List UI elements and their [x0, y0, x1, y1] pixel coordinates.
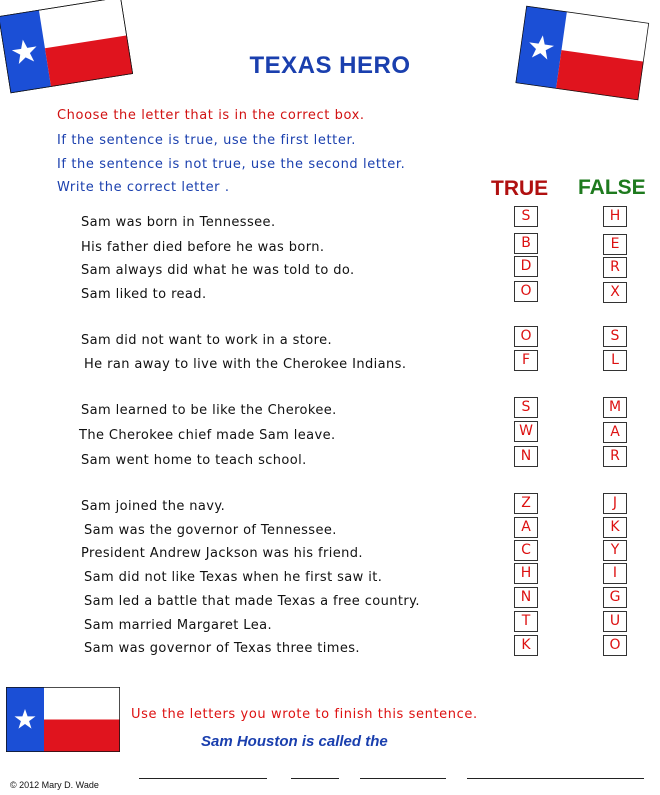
instruction-line-3: If the sentence is not true, use the second letter.	[57, 157, 406, 172]
statement-2: His father died before he was born.	[81, 240, 325, 255]
statement-4: Sam liked to read.	[81, 287, 207, 302]
true-letter-box: S	[514, 206, 538, 227]
true-letter-box: O	[514, 281, 538, 302]
true-letter-box: N	[514, 587, 538, 608]
answer-blank-2[interactable]	[291, 778, 339, 779]
true-letter-box: W	[514, 421, 538, 442]
statement-16: Sam was governor of Texas three times.	[84, 641, 360, 656]
statement-3: Sam always did what he was told to do.	[81, 263, 355, 278]
texas-flag-top-left	[0, 0, 134, 97]
statement-11: Sam was the governor of Tennessee.	[84, 523, 337, 538]
answer-blank-3[interactable]	[360, 778, 446, 779]
statement-12: President Andrew Jackson was his friend.	[81, 546, 363, 561]
statement-9: Sam went home to teach school.	[81, 453, 307, 468]
true-letter-box: N	[514, 446, 538, 467]
false-letter-box: Y	[603, 540, 627, 561]
texas-flag-bottom-left	[6, 687, 120, 756]
instruction-line-1: Choose the letter that is in the correct box.	[57, 108, 365, 123]
false-letter-box: U	[603, 611, 627, 632]
false-letter-box: R	[603, 446, 627, 467]
statement-10: Sam joined the navy.	[81, 499, 226, 514]
true-letter-box: D	[514, 256, 538, 277]
answer-blank-4[interactable]	[467, 778, 644, 779]
statement-8: The Cherokee chief made Sam leave.	[79, 428, 336, 443]
true-column-header: TRUE	[491, 177, 549, 200]
false-letter-box: M	[603, 397, 627, 418]
false-letter-box: S	[603, 326, 627, 347]
false-letter-box: I	[603, 563, 627, 584]
false-letter-box: K	[603, 517, 627, 538]
statement-6: He ran away to live with the Cherokee Indians.	[84, 357, 407, 372]
statement-15: Sam married Margaret Lea.	[84, 618, 273, 633]
instruction-line-4: Write the correct letter .	[57, 180, 230, 195]
false-letter-box: E	[603, 234, 627, 255]
true-letter-box: O	[514, 326, 538, 347]
true-letter-box: K	[514, 635, 538, 656]
true-letter-box: F	[514, 350, 538, 371]
true-letter-box: C	[514, 540, 538, 561]
false-letter-box: R	[603, 257, 627, 278]
false-letter-box: H	[603, 206, 627, 227]
finish-sentence-instruction: Use the letters you wrote to finish this sentence.	[131, 707, 478, 722]
statement-14: Sam led a battle that made Texas a free country.	[84, 594, 420, 609]
answer-blank-1[interactable]	[139, 778, 267, 779]
false-letter-box: J	[603, 493, 627, 514]
false-letter-box: G	[603, 587, 627, 608]
statement-5: Sam did not want to work in a store.	[81, 333, 333, 348]
false-letter-box: O	[603, 635, 627, 656]
true-letter-box: S	[514, 397, 538, 418]
true-letter-box: T	[514, 611, 538, 632]
copyright-notice: © 2012 Mary D. Wade	[10, 780, 99, 790]
true-letter-box: A	[514, 517, 538, 538]
false-letter-box: X	[603, 282, 627, 303]
worksheet-title: TEXAS HERO	[249, 52, 411, 79]
true-letter-box: B	[514, 233, 538, 254]
true-letter-box: H	[514, 563, 538, 584]
false-column-header: FALSE	[578, 176, 646, 199]
statement-1: Sam was born in Tennessee.	[81, 215, 276, 230]
statement-7: Sam learned to be like the Cherokee.	[81, 403, 337, 418]
true-letter-box: Z	[514, 493, 538, 514]
sentence-stem: Sam Houston is called the	[201, 733, 388, 750]
false-letter-box: A	[603, 422, 627, 443]
statement-13: Sam did not like Texas when he first saw it.	[84, 570, 383, 585]
instruction-line-2: If the sentence is true, use the first letter.	[57, 133, 356, 148]
false-letter-box: L	[603, 350, 627, 371]
